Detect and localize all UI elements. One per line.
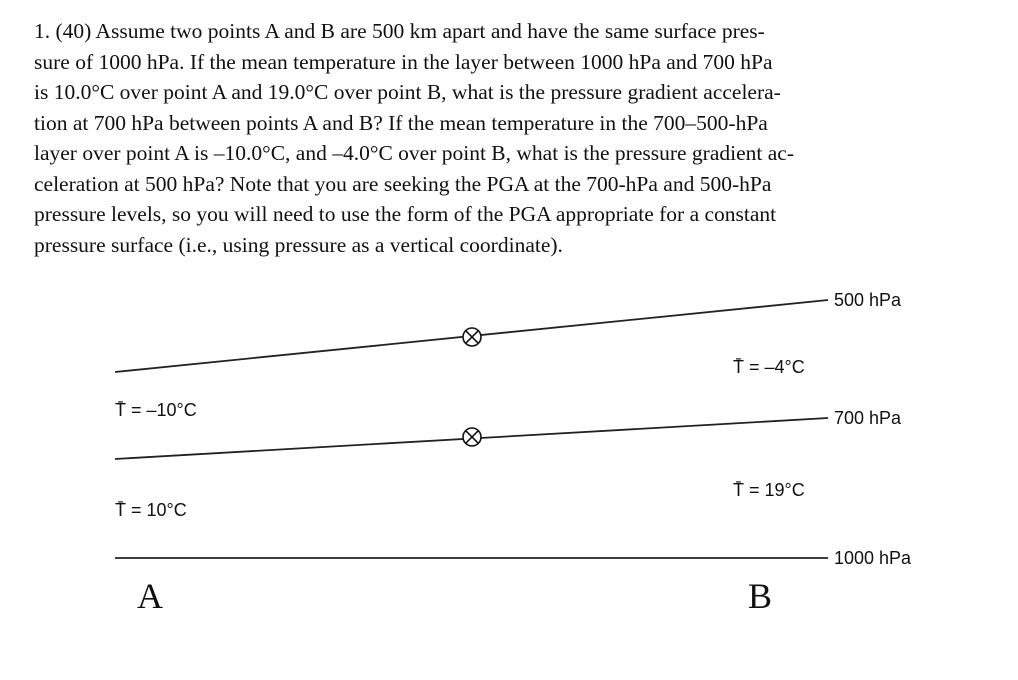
level-label-500: 500 hPa [834, 290, 902, 310]
problem-line: celeration at 500 hPa? Note that you are seeking the PGA at the 700-hPa and 500-hPa [34, 171, 772, 196]
problem-line: pressure levels, so you will need to use the form of the PGA appropriate for a constant [34, 202, 777, 226]
problem-line: tion at 700 hPa between points A and B? If the mean temperature in the 700–500-hPa [34, 110, 768, 135]
problem-text [34, 16, 984, 260]
problem-line: sure of 1000 hPa. If the mean temperature in the layer between 1000 hPa and 700 hPa [34, 49, 773, 74]
point-label-a: A [137, 576, 163, 616]
pressure-diagram [0, 270, 1018, 680]
circled-x-icon [463, 428, 481, 446]
level-label-700: 700 hPa [834, 408, 902, 428]
problem-line: layer over point A is –10.0°C, and –4.0°C over point B, what is the pressure gradient ac- [34, 141, 794, 165]
temp-label-lower-b: T̄ = 19°C [733, 480, 805, 500]
temp-label-upper-b: T̄ = –4°C [733, 357, 805, 377]
temp-label-upper-a: T̄ = –10°C [115, 400, 197, 420]
circled-x-icon [463, 328, 481, 346]
point-label-b: B [748, 576, 773, 616]
problem-line: pressure surface (i.e., using pressure as a vertical coordinate). [34, 232, 563, 257]
level-label-1000: 1000 hPa [834, 548, 912, 568]
temp-label-lower-a: T̄ = 10°C [115, 500, 187, 520]
problem-line: is 10.0°C over point A and 19.0°C over point B, what is the pressure gradient accelera- [34, 80, 781, 104]
problem-line: 1. (40) Assume two points A and B are 500 km apart and have the same surface pres- [34, 19, 765, 43]
